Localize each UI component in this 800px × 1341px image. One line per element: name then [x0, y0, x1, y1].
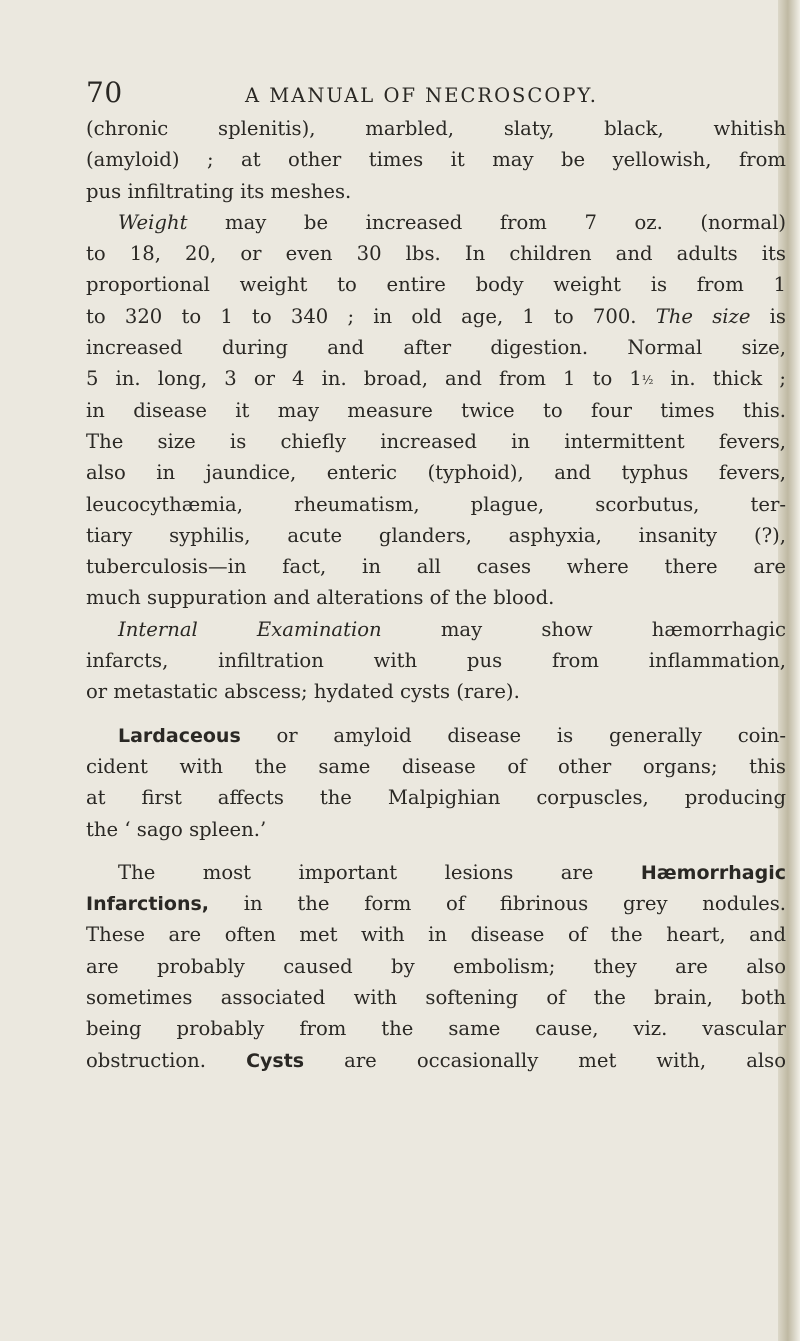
text-span: or amyloid disease is generally coin-: [240, 723, 786, 747]
text-line: infarcts, infiltration with pus from inflammation,: [86, 649, 786, 673]
paragraph-lardaceous: [86, 720, 786, 845]
running-title: A MANUAL OF NECROSCOPY.: [245, 84, 599, 107]
page-header: [86, 76, 746, 116]
text-line: [86, 857, 786, 888]
text-span: may be increased from 7 oz. (normal): [187, 210, 786, 234]
text-span: are occasionally met with, also: [304, 1048, 786, 1072]
body-text: [86, 113, 786, 1076]
text-line: cident with the same disease of other organs; this: [86, 754, 786, 778]
text-line: sometimes associated with softening of the brain, both: [86, 986, 786, 1010]
page-number: 70: [86, 76, 123, 109]
text-line: to 18, 20, or even 30 lbs. In children and adults its: [86, 242, 786, 266]
term-haemorrhagic: Hæmorrhagic: [640, 861, 786, 884]
text-line: [86, 1045, 786, 1076]
text-span: may show hæmorrhagic: [381, 617, 786, 641]
text-line: (chronic splenitis), marbled, slaty, black, whitish: [86, 117, 786, 140]
text-span: in. thick ;: [653, 367, 786, 391]
text-line: being probably from the same cause, viz. vascular: [86, 1017, 786, 1041]
text-line: increased during and after digestion. Normal size,: [86, 336, 786, 360]
text-line: tuberculosis—in fact, in all cases where there are: [86, 555, 786, 579]
text-line: pus infiltrating its meshes.: [86, 179, 352, 203]
fraction-half: ½: [641, 372, 654, 387]
text-span: to 320 to 1 to 340 ; in old age, 1 to 700.: [86, 304, 656, 328]
text-line: leucocythæmia, rheumatism, plague, scorbutus, ter-: [86, 492, 786, 516]
text-line: [86, 888, 786, 919]
term-internal-examination: Internal Examination: [118, 617, 382, 641]
paragraph-chronic-splenitis: [86, 113, 786, 207]
text-line: at first affects the Malpighian corpuscles, producing: [86, 786, 786, 810]
text-span: in the form of fibrinous grey nodules.: [209, 892, 786, 916]
term-weight: Weight: [118, 210, 188, 234]
text-line: (amyloid) ; at other times it may be yellowish, from: [86, 148, 786, 172]
paragraph-haemorrhagic-infarctions: [86, 857, 786, 1076]
text-span: obstruction.: [86, 1048, 247, 1072]
term-size: The size: [655, 304, 751, 328]
text-span: is: [750, 304, 786, 328]
text-line: proportional weight to entire body weight is from 1: [86, 273, 786, 297]
text-line: These are often met with in disease of the heart, and: [86, 923, 786, 947]
text-line: the ‘ sago spleen.’: [86, 817, 267, 841]
text-line: [86, 614, 786, 645]
text-line: [86, 207, 786, 238]
paragraph-gap: [86, 708, 786, 720]
text-line: tiary syphilis, acute glanders, asphyxia, insanity (?),: [86, 523, 786, 547]
text-line: in disease it may measure twice to four times this.: [86, 398, 786, 422]
text-line: [86, 363, 786, 394]
text-line: also in jaundice, enteric (typhoid), and typhus fevers,: [86, 461, 786, 485]
paragraph-gap: [86, 845, 786, 857]
text-line: The size is chiefly increased in intermittent fevers,: [86, 429, 786, 453]
text-line: [86, 301, 786, 332]
text-line: [86, 720, 786, 751]
term-lardaceous: Lardaceous: [118, 724, 241, 747]
text-span: 5 in. long, 3 or 4 in. broad, and from 1 to 1: [86, 367, 642, 391]
text-line: are probably caused by embolism; they are also: [86, 954, 786, 978]
text-span: The most important lesions are: [118, 860, 641, 884]
paragraph-internal-examination: [86, 614, 786, 708]
paragraph-weight: [86, 207, 786, 614]
text-line: much suppuration and alterations of the blood.: [86, 586, 555, 610]
text-line: or metastatic abscess; hydated cysts (rare).: [86, 680, 520, 704]
term-cysts: Cysts: [246, 1049, 305, 1072]
term-infarctions: Infarctions,: [86, 893, 210, 916]
